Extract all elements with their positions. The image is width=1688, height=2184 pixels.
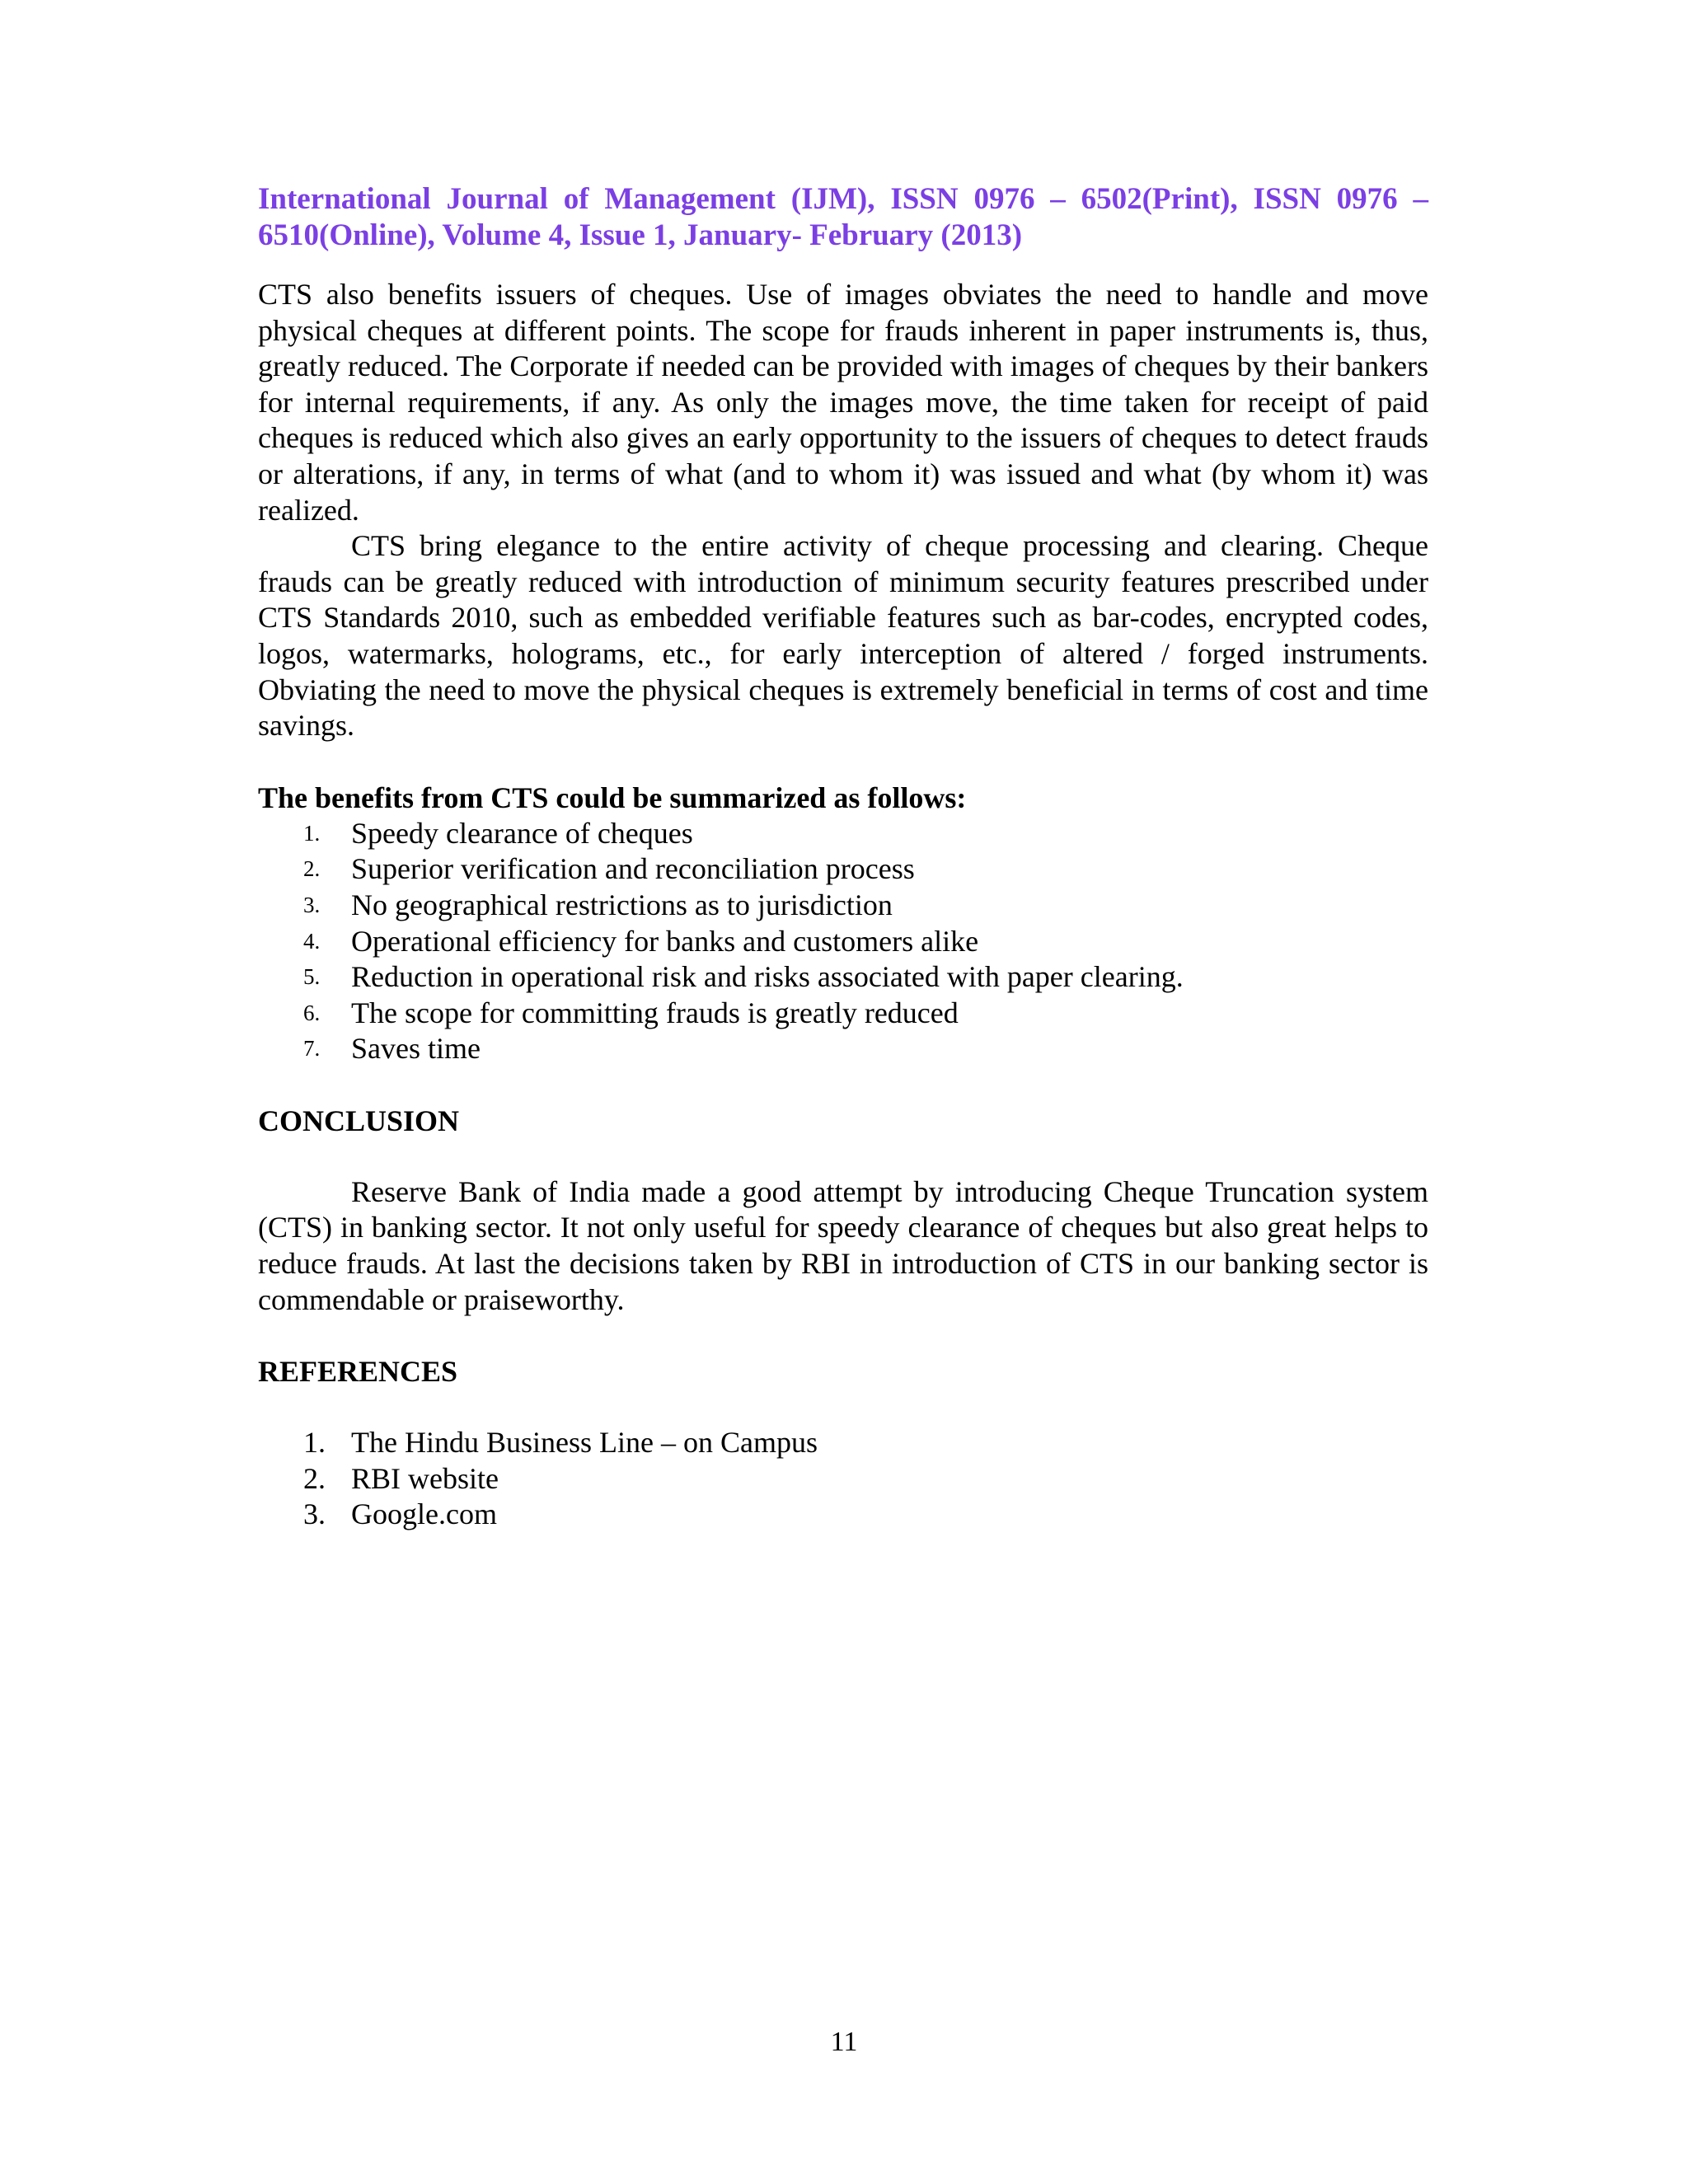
reference-number: 1. <box>303 1426 326 1460</box>
conclusion-paragraph: Reserve Bank of India made a good attempt by introducing Cheque Truncation system (CTS) in banking sector. It not only useful for speedy clearance of cheques but also great helps to reduce frauds. At last the decisions taken by RBI in introduction of CTS in our banking sector is commendable or praiseworthy. <box>258 1174 1428 1316</box>
list-item-text: Saves time <box>351 1032 481 1066</box>
body-paragraph-2: CTS bring elegance to the entire activity of cheque processing and clearing. Cheque frauds can be greatly reduced with introduction of minimum security features prescribed under CTS Standards 2010, such as embedded verifiable features such as bar-codes, encrypted codes, logos, watermarks, holograms, etc., for early interception of altered / forged instruments. Obviating the need to move the physical cheques is extremely beneficial in terms of cost and time savings. <box>258 529 1428 743</box>
list-item-number: 4. <box>303 928 321 954</box>
list-item-number: 5. <box>303 964 321 990</box>
list-item <box>258 851 1428 888</box>
list-item <box>258 924 1428 960</box>
list-item-number: 6. <box>303 1000 321 1025</box>
spacer <box>258 1067 1428 1103</box>
page-number: 11 <box>830 2027 858 2057</box>
journal-header-line-2: 6510(Online), Volume 4, Issue 1, January- February (2013) <box>258 218 1023 252</box>
benefits-heading: The benefits from CTS could be summarized as follows: <box>258 780 967 814</box>
reference-item <box>258 1425 1428 1461</box>
list-item-number: 1. <box>303 820 321 846</box>
list-item-number: 3. <box>303 892 321 917</box>
list-item <box>258 1031 1428 1067</box>
list-item <box>258 959 1428 996</box>
journal-header-line-1: International Journal of Management (IJM), ISSN 0976 – 6502(Print), ISSN 0976 – <box>258 182 1428 216</box>
reference-text: Google.com <box>351 1497 497 1531</box>
spacer <box>258 1139 1428 1174</box>
body-paragraph-1: CTS also benefits issuers of cheques. Use of images obviates the need to handle and move physical cheques at different points. The scope for frauds inherent in paper instruments is, thus, greatly reduced. The Corporate if needed can be provided with images of cheques by their bankers for internal requirements, if any. As only the images move, the time taken for receipt of paid cheques is reduced which also gives an early opportunity to the issuers of cheques to detect frauds or alterations, if any, in terms of what (and to whom it) was issued and what (by whom it) was realized. <box>258 278 1428 527</box>
spacer <box>258 744 1428 780</box>
reference-text: The Hindu Business Line – on Campus <box>351 1426 818 1460</box>
page-content <box>258 181 1428 1533</box>
list-item-text: Speedy clearance of cheques <box>351 816 693 850</box>
list-item <box>258 996 1428 1032</box>
list-item <box>258 888 1428 924</box>
reference-number: 2. <box>303 1461 326 1495</box>
list-item-text: The scope for committing frauds is greatly reduced <box>351 996 959 1029</box>
references-list <box>258 1425 1428 1533</box>
list-item-text: No geographical restrictions as to jurisdiction <box>351 888 893 921</box>
reference-item <box>258 1497 1428 1533</box>
conclusion-heading: CONCLUSION <box>258 1104 460 1137</box>
reference-item <box>258 1461 1428 1497</box>
benefits-list <box>258 816 1428 1067</box>
reference-number: 3. <box>303 1497 326 1531</box>
reference-text: RBI website <box>351 1461 499 1495</box>
list-item-text: Superior verification and reconciliation process <box>351 852 915 886</box>
list-item-text: Operational efficiency for banks and customers alike <box>351 924 979 958</box>
list-item-text: Reduction in operational risk and risks associated with paper clearing. <box>351 960 1184 994</box>
spacer <box>258 1318 1428 1353</box>
list-item-number: 2. <box>303 856 321 882</box>
spacer <box>258 1390 1428 1425</box>
list-item-number: 7. <box>303 1036 321 1062</box>
list-item <box>258 816 1428 852</box>
journal-header <box>258 181 1428 254</box>
references-heading: REFERENCES <box>258 1355 458 1389</box>
